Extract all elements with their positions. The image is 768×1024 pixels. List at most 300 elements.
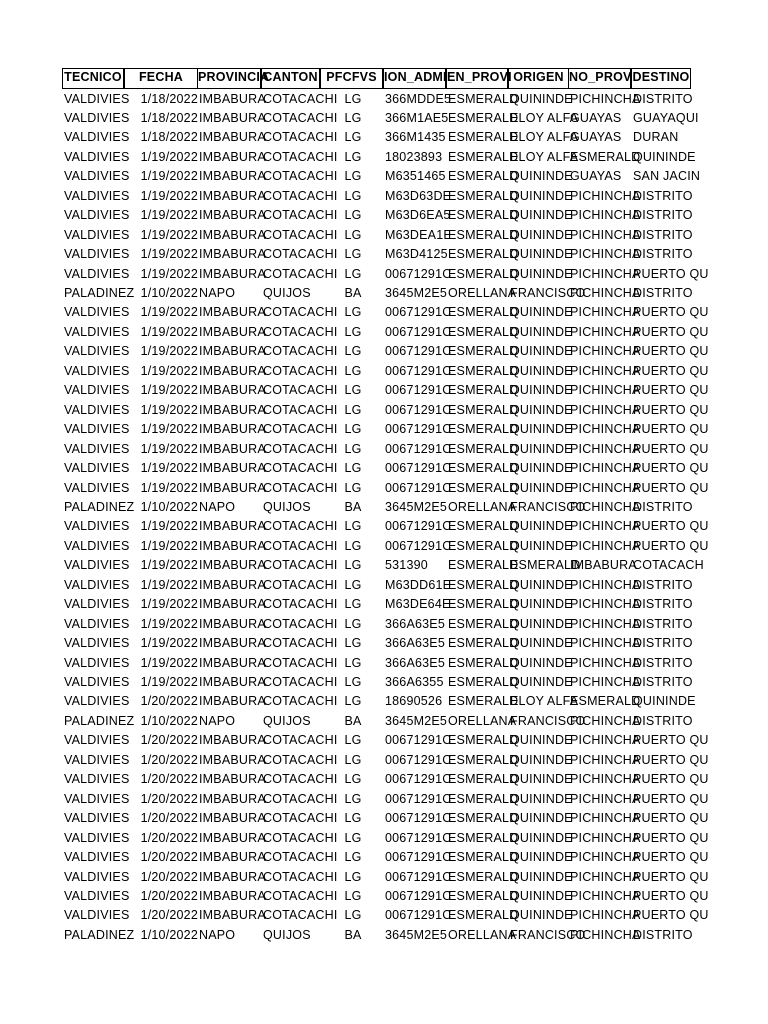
cell-tecnico: VALDIVIES	[64, 791, 130, 806]
cell-no-prov: PICHINCHA	[570, 733, 641, 748]
cell-ion-admi: M63D4125	[385, 247, 448, 262]
cell-en-provi: ESMERALD	[448, 597, 519, 612]
cell-pfcfvs: LG	[344, 266, 362, 281]
cell-fecha: 1/19/2022	[140, 344, 198, 359]
cell-en-provi: ESMERALD	[448, 908, 519, 923]
table-row	[0, 167, 768, 186]
cell-tecnico: VALDIVIES	[64, 110, 130, 125]
cell-provincia: IMBABURA	[199, 91, 266, 106]
cell-provincia: IMBABURA	[199, 363, 266, 378]
cell-pfcfvs: BA	[344, 286, 362, 300]
cell-tecnico: VALDIVIES	[64, 422, 130, 437]
cell-no-prov: PICHINCHA	[570, 247, 641, 262]
cell-ion-admi: M63D63DE	[385, 188, 452, 203]
cell-fecha: 1/18/2022	[140, 130, 198, 145]
cell-no-prov: PICHINCHA	[570, 519, 641, 534]
cell-fecha: 1/20/2022	[140, 694, 198, 709]
cell-origen: QUININDE	[510, 344, 573, 359]
table-row	[0, 692, 768, 711]
cell-pfcfvs: LG	[344, 149, 362, 164]
cell-destino: DISTRITO	[633, 927, 693, 942]
cell-no-prov: PICHINCHA	[570, 499, 641, 514]
cell-no-prov: PICHINCHA	[570, 227, 641, 242]
cell-no-prov: ESMERALD	[570, 694, 641, 709]
cell-en-provi: ESMERALD	[448, 480, 519, 495]
table-row	[0, 187, 768, 206]
cell-fecha: 1/19/2022	[140, 324, 198, 339]
cell-destino: PUERTO QU	[633, 324, 709, 339]
cell-provincia: IMBABURA	[199, 188, 266, 203]
cell-fecha: 1/19/2022	[140, 266, 198, 281]
cell-tecnico: VALDIVIES	[64, 850, 130, 865]
cell-canton: QUIJOS	[263, 499, 311, 514]
cell-origen: QUININDE	[510, 266, 573, 281]
cell-canton: QUIJOS	[263, 286, 311, 300]
cell-canton: COTACACHI	[263, 383, 338, 398]
cell-fecha: 1/20/2022	[140, 869, 198, 884]
cell-destino: PUERTO QU	[633, 519, 709, 534]
cell-en-provi: ESMERALD	[448, 188, 519, 203]
cell-tecnico: VALDIVIES	[64, 227, 130, 242]
cell-tecnico: VALDIVIES	[64, 675, 130, 689]
cell-tecnico: VALDIVIES	[64, 519, 130, 534]
cell-en-provi: ESMERALD	[448, 636, 519, 651]
cell-origen: QUININDE	[510, 208, 573, 223]
cell-destino: PUERTO QU	[633, 461, 709, 476]
cell-provincia: IMBABURA	[199, 441, 266, 456]
cell-ion-admi: 366A63E5	[385, 655, 445, 670]
cell-no-prov: PICHINCHA	[570, 811, 641, 826]
cell-tecnico: VALDIVIES	[64, 597, 130, 612]
cell-tecnico: VALDIVIES	[64, 324, 130, 339]
cell-ion-admi: 00671291C	[385, 480, 452, 495]
cell-canton: COTACACHI	[263, 110, 338, 125]
cell-tecnico: VALDIVIES	[64, 830, 130, 845]
cell-provincia: IMBABURA	[199, 266, 266, 281]
table-row	[0, 809, 768, 828]
cell-origen: QUININDE	[510, 169, 573, 184]
table-row	[0, 887, 768, 906]
cell-pfcfvs: LG	[344, 461, 362, 476]
cell-provincia: IMBABURA	[199, 480, 266, 495]
table-row	[0, 556, 768, 575]
table-row	[0, 906, 768, 925]
cell-no-prov: PICHINCHA	[570, 188, 641, 203]
cell-ion-admi: 00671291C	[385, 402, 452, 417]
cell-canton: COTACACHI	[263, 519, 338, 534]
cell-canton: COTACACHI	[263, 675, 338, 689]
cell-ion-admi: 366M1435	[385, 130, 446, 145]
table-row	[0, 440, 768, 459]
cell-canton: COTACACHI	[263, 908, 338, 923]
cell-destino: SAN JACIN	[633, 169, 701, 184]
table-row	[0, 128, 768, 147]
cell-origen: QUININDE	[510, 305, 573, 320]
cell-no-prov: PICHINCHA	[570, 772, 641, 787]
cell-en-provi: ESMERALD	[448, 538, 519, 553]
cell-pfcfvs: LG	[344, 441, 362, 456]
cell-tecnico: VALDIVIES	[64, 247, 130, 262]
cell-ion-admi: 00671291C	[385, 791, 452, 806]
cell-pfcfvs: LG	[344, 830, 362, 845]
cell-no-prov: PICHINCHA	[570, 441, 641, 456]
cell-origen: QUININDE	[510, 791, 573, 806]
table-row	[0, 459, 768, 478]
cell-canton: COTACACHI	[263, 811, 338, 826]
cell-fecha: 1/20/2022	[140, 908, 198, 923]
cell-fecha: 1/19/2022	[140, 422, 198, 437]
cell-fecha: 1/20/2022	[140, 888, 198, 903]
cell-provincia: IMBABURA	[199, 227, 266, 242]
cell-destino: DISTRITO	[633, 597, 693, 612]
cell-pfcfvs: LG	[344, 110, 362, 125]
cell-ion-admi: M63DEA1E	[385, 227, 452, 242]
cell-origen: QUININDE	[510, 752, 573, 767]
cell-canton: COTACACHI	[263, 402, 338, 417]
cell-canton: COTACACHI	[263, 266, 338, 281]
table-row	[0, 712, 768, 731]
cell-pfcfvs: LG	[344, 519, 362, 534]
cell-no-prov: PICHINCHA	[570, 675, 641, 689]
cell-pfcfvs: LG	[344, 791, 362, 806]
cell-no-prov: PICHINCHA	[570, 713, 641, 728]
cell-destino: GUAYAQUI	[633, 110, 699, 125]
cell-tecnico: VALDIVIES	[64, 869, 130, 884]
cell-ion-admi: M63DD61E	[385, 577, 452, 592]
table-row	[0, 770, 768, 789]
cell-canton: COTACACHI	[263, 91, 338, 106]
cell-tecnico: VALDIVIES	[64, 188, 130, 203]
cell-fecha: 1/19/2022	[140, 169, 198, 184]
cell-tecnico: VALDIVIES	[64, 480, 130, 495]
cell-tecnico: VALDIVIES	[64, 733, 130, 748]
cell-origen: ELOY ALFA	[510, 694, 579, 709]
cell-en-provi: ESMERALD	[448, 791, 519, 806]
cell-pfcfvs: LG	[344, 597, 362, 612]
cell-canton: COTACACHI	[263, 888, 338, 903]
cell-pfcfvs: LG	[344, 169, 362, 184]
cell-pfcfvs: LG	[344, 402, 362, 417]
cell-pfcfvs: LG	[344, 305, 362, 320]
table-row	[0, 498, 768, 517]
cell-provincia: IMBABURA	[199, 344, 266, 359]
cell-canton: COTACACHI	[263, 655, 338, 670]
cell-destino: PUERTO QU	[633, 791, 709, 806]
cell-origen: ELOY ALFA	[510, 110, 579, 125]
cell-origen: QUININDE	[510, 363, 573, 378]
cell-canton: COTACACHI	[263, 538, 338, 553]
cell-destino: PUERTO QU	[633, 305, 709, 320]
cell-tecnico: VALDIVIES	[64, 811, 130, 826]
header-canton: CANTON	[261, 68, 320, 89]
table-row	[0, 265, 768, 284]
cell-en-provi: ESMERALD	[448, 110, 519, 125]
cell-ion-admi: 531390	[385, 558, 428, 573]
cell-pfcfvs: LG	[344, 558, 362, 573]
cell-pfcfvs: LG	[344, 694, 362, 709]
header-ion-admi: ION_ADMI	[383, 68, 446, 89]
cell-tecnico: VALDIVIES	[64, 538, 130, 553]
cell-provincia: IMBABURA	[199, 752, 266, 767]
cell-origen: FRANCISCO	[510, 499, 586, 514]
table-row	[0, 829, 768, 848]
cell-ion-admi: 00671291C	[385, 266, 452, 281]
cell-canton: COTACACHI	[263, 130, 338, 145]
cell-origen: QUININDE	[510, 597, 573, 612]
cell-tecnico: VALDIVIES	[64, 266, 130, 281]
cell-en-provi: ESMERALD	[448, 519, 519, 534]
cell-canton: COTACACHI	[263, 149, 338, 164]
cell-tecnico: VALDIVIES	[64, 344, 130, 359]
cell-no-prov: PICHINCHA	[570, 363, 641, 378]
cell-tecnico: VALDIVIES	[64, 91, 130, 106]
cell-pfcfvs: BA	[344, 499, 362, 514]
cell-en-provi: ESMERALD	[448, 558, 519, 573]
cell-pfcfvs: LG	[344, 91, 362, 106]
cell-destino: PUERTO QU	[633, 363, 709, 378]
cell-origen: QUININDE	[510, 733, 573, 748]
cell-pfcfvs: LG	[344, 908, 362, 923]
cell-fecha: 1/19/2022	[140, 597, 198, 612]
cell-fecha: 1/20/2022	[140, 733, 198, 748]
cell-canton: COTACACHI	[263, 188, 338, 203]
cell-no-prov: PICHINCHA	[570, 266, 641, 281]
cell-canton: COTACACHI	[263, 830, 338, 845]
cell-destino: PUERTO QU	[633, 752, 709, 767]
cell-no-prov: GUAYAS	[570, 130, 622, 145]
cell-destino: PUERTO QU	[633, 811, 709, 826]
header-row	[0, 68, 768, 87]
cell-no-prov: GUAYAS	[570, 169, 622, 184]
table-row	[0, 284, 768, 303]
cell-pfcfvs: LG	[344, 538, 362, 553]
cell-tecnico: VALDIVIES	[64, 694, 130, 709]
cell-tecnico: VALDIVIES	[64, 908, 130, 923]
cell-provincia: NAPO	[199, 499, 236, 514]
cell-ion-admi: 00671291C	[385, 772, 452, 787]
cell-provincia: NAPO	[199, 713, 236, 728]
cell-origen: QUININDE	[510, 577, 573, 592]
cell-canton: COTACACHI	[263, 480, 338, 495]
cell-destino: DISTRITO	[633, 188, 693, 203]
cell-pfcfvs: LG	[344, 636, 362, 651]
cell-pfcfvs: LG	[344, 772, 362, 787]
cell-no-prov: PICHINCHA	[570, 91, 641, 106]
cell-pfcfvs: LG	[344, 324, 362, 339]
cell-no-prov: PICHINCHA	[570, 344, 641, 359]
cell-no-prov: PICHINCHA	[570, 538, 641, 553]
cell-no-prov: PICHINCHA	[570, 305, 641, 320]
cell-tecnico: VALDIVIES	[64, 616, 130, 631]
cell-canton: COTACACHI	[263, 344, 338, 359]
cell-canton: COTACACHI	[263, 694, 338, 709]
cell-ion-admi: 00671291C	[385, 869, 452, 884]
cell-fecha: 1/20/2022	[140, 830, 198, 845]
cell-provincia: IMBABURA	[199, 811, 266, 826]
cell-destino: QUININDE	[633, 149, 696, 164]
header-en-provi: EN_PROVI	[446, 68, 508, 89]
header-fecha: FECHA	[124, 68, 198, 89]
cell-tecnico: VALDIVIES	[64, 752, 130, 767]
cell-pfcfvs: LG	[344, 577, 362, 592]
cell-destino: DISTRITO	[633, 616, 693, 631]
cell-tecnico: VALDIVIES	[64, 305, 130, 320]
cell-tecnico: VALDIVIES	[64, 149, 130, 164]
cell-canton: COTACACHI	[263, 772, 338, 787]
cell-no-prov: PICHINCHA	[570, 791, 641, 806]
table-row	[0, 634, 768, 653]
cell-no-prov: PICHINCHA	[570, 286, 641, 300]
cell-ion-admi: 00671291C	[385, 538, 452, 553]
cell-tecnico: VALDIVIES	[64, 402, 130, 417]
cell-en-provi: ESMERALD	[448, 149, 519, 164]
cell-ion-admi: 00671291C	[385, 811, 452, 826]
table-row	[0, 479, 768, 498]
cell-provincia: NAPO	[199, 286, 236, 300]
cell-provincia: IMBABURA	[199, 247, 266, 262]
cell-canton: COTACACHI	[263, 636, 338, 651]
cell-destino: PUERTO QU	[633, 266, 709, 281]
cell-pfcfvs: LG	[344, 850, 362, 865]
cell-fecha: 1/19/2022	[140, 363, 198, 378]
table-row	[0, 342, 768, 361]
cell-en-provi: ESMERALD	[448, 91, 519, 106]
cell-destino: PUERTO QU	[633, 383, 709, 398]
cell-en-provi: ESMERALD	[448, 733, 519, 748]
cell-origen: QUININDE	[510, 538, 573, 553]
header-provincia: PROVINCIA	[197, 68, 261, 89]
cell-en-provi: ESMERALD	[448, 752, 519, 767]
cell-destino: PUERTO QU	[633, 830, 709, 845]
cell-canton: COTACACHI	[263, 597, 338, 612]
cell-no-prov: PICHINCHA	[570, 888, 641, 903]
cell-provincia: IMBABURA	[199, 733, 266, 748]
cell-canton: COTACACHI	[263, 208, 338, 223]
cell-destino: DURAN	[633, 130, 679, 145]
cell-ion-admi: 00671291C	[385, 850, 452, 865]
cell-destino: COTACACH	[633, 558, 704, 573]
cell-en-provi: ORELLANA	[448, 713, 517, 728]
cell-provincia: IMBABURA	[199, 208, 266, 223]
cell-tecnico: VALDIVIES	[64, 772, 130, 787]
cell-tecnico: VALDIVIES	[64, 130, 130, 145]
cell-tecnico: PALADINEZ	[64, 927, 135, 942]
cell-pfcfvs: BA	[344, 927, 362, 942]
cell-en-provi: ESMERALD	[448, 850, 519, 865]
cell-en-provi: ESMERALD	[448, 344, 519, 359]
cell-provincia: NAPO	[199, 927, 236, 942]
cell-pfcfvs: LG	[344, 344, 362, 359]
header-destino: DESTINO	[631, 68, 691, 89]
cell-fecha: 1/10/2022	[140, 927, 198, 942]
cell-no-prov: PICHINCHA	[570, 480, 641, 495]
cell-pfcfvs: LG	[344, 130, 362, 145]
cell-origen: QUININDE	[510, 888, 573, 903]
cell-en-provi: ESMERALD	[448, 830, 519, 845]
cell-provincia: IMBABURA	[199, 110, 266, 125]
cell-en-provi: ESMERALD	[448, 208, 519, 223]
cell-ion-admi: 3645M2E5	[385, 927, 448, 942]
cell-tecnico: VALDIVIES	[64, 577, 130, 592]
cell-provincia: IMBABURA	[199, 850, 266, 865]
cell-destino: PUERTO QU	[633, 733, 709, 748]
cell-ion-admi: 3645M2E5	[385, 286, 448, 300]
cell-en-provi: ESMERALD	[448, 811, 519, 826]
cell-origen: ELOY ALFA	[510, 130, 579, 145]
cell-ion-admi: M6351465	[385, 169, 446, 184]
cell-ion-admi: 366A63E5	[385, 616, 445, 631]
cell-pfcfvs: LG	[344, 422, 362, 437]
cell-ion-admi: 00671291C	[385, 908, 452, 923]
table-row	[0, 90, 768, 109]
cell-origen: ELOY ALFA	[510, 149, 579, 164]
cell-destino: DISTRITO	[633, 577, 693, 592]
cell-no-prov: PICHINCHA	[570, 655, 641, 670]
cell-fecha: 1/10/2022	[140, 286, 198, 300]
cell-ion-admi: 00671291C	[385, 441, 452, 456]
cell-destino: DISTRITO	[633, 91, 693, 106]
cell-fecha: 1/19/2022	[140, 402, 198, 417]
cell-ion-admi: 3645M2E5	[385, 499, 448, 514]
cell-canton: COTACACHI	[263, 850, 338, 865]
cell-canton: COTACACHI	[263, 461, 338, 476]
header-pfcfvs: PFCFVS	[320, 68, 383, 89]
cell-en-provi: ESMERALD	[448, 441, 519, 456]
cell-no-prov: PICHINCHA	[570, 597, 641, 612]
cell-fecha: 1/10/2022	[140, 499, 198, 514]
cell-en-provi: ESMERALD	[448, 130, 519, 145]
cell-provincia: IMBABURA	[199, 149, 266, 164]
cell-no-prov: IMBABURA	[570, 558, 637, 573]
cell-tecnico: VALDIVIES	[64, 441, 130, 456]
cell-fecha: 1/19/2022	[140, 577, 198, 592]
cell-canton: COTACACHI	[263, 363, 338, 378]
cell-destino: DISTRITO	[633, 655, 693, 670]
cell-origen: QUININDE	[510, 402, 573, 417]
cell-en-provi: ESMERALD	[448, 577, 519, 592]
cell-pfcfvs: LG	[344, 616, 362, 631]
cell-fecha: 1/19/2022	[140, 247, 198, 262]
header-no-prov: NO_PROV	[568, 68, 631, 89]
cell-provincia: IMBABURA	[199, 869, 266, 884]
cell-tecnico: VALDIVIES	[64, 636, 130, 651]
cell-destino: PUERTO QU	[633, 441, 709, 456]
cell-canton: COTACACHI	[263, 791, 338, 806]
cell-destino: DISTRITO	[633, 636, 693, 651]
cell-destino: DISTRITO	[633, 208, 693, 223]
cell-provincia: IMBABURA	[199, 422, 266, 437]
cell-provincia: IMBABURA	[199, 324, 266, 339]
cell-no-prov: PICHINCHA	[570, 616, 641, 631]
cell-origen: QUININDE	[510, 91, 573, 106]
table-row	[0, 206, 768, 225]
cell-en-provi: ESMERALD	[448, 363, 519, 378]
cell-canton: COTACACHI	[263, 324, 338, 339]
cell-origen: QUININDE	[510, 830, 573, 845]
cell-origen: QUININDE	[510, 908, 573, 923]
cell-en-provi: ESMERALD	[448, 324, 519, 339]
cell-no-prov: PICHINCHA	[570, 869, 641, 884]
cell-fecha: 1/18/2022	[140, 91, 198, 106]
cell-pfcfvs: BA	[344, 713, 362, 728]
cell-no-prov: PICHINCHA	[570, 830, 641, 845]
cell-destino: PUERTO QU	[633, 422, 709, 437]
cell-en-provi: ESMERALD	[448, 772, 519, 787]
cell-fecha: 1/19/2022	[140, 227, 198, 242]
cell-fecha: 1/20/2022	[140, 811, 198, 826]
table-row	[0, 926, 768, 945]
cell-origen: ESMERALD	[510, 558, 581, 573]
